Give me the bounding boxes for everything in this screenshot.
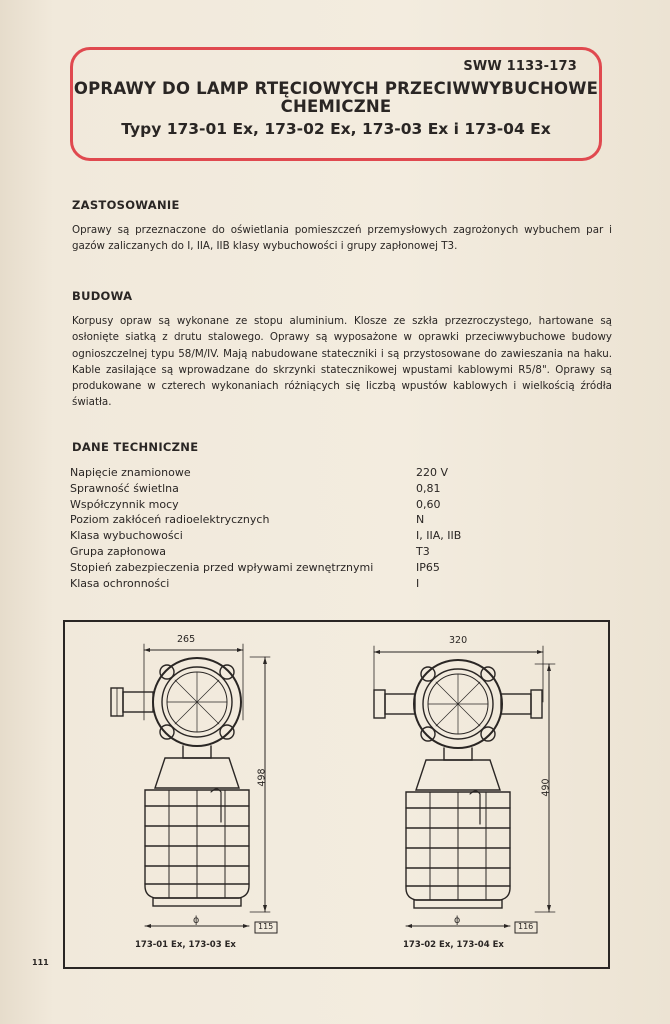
fixture-left-drawing (111, 644, 277, 933)
section-heading-budowa: BUDOWA (72, 289, 133, 303)
spec-row (70, 561, 490, 577)
paragraph-budowa: Korpusy opraw są wykonane ze stopu aluminium. Klosze ze szkła przezroczystego, hartowane są osłonięte siatką z drutu stalowego. Oprawy są wyposażone w oprawki przeciwwybuchowe budowy ognioszczelnej typu 58/M/IV. Mają nabudowane stateczniki i są przystosowane do zawieszania na haku. Kable zasilające są wprowadzane do skrzynki statecznikowej wpustami kablowymi R5/8". Oprawy są produkowane w czterech wykonaniach różniących się liczbą wpustów kablowych i wielkością źródła światła. (72, 315, 612, 409)
caption-left: 173-01 Ex, 173-03 Ex (135, 940, 236, 950)
spec-label: Klasa wybuchowości (70, 529, 183, 543)
spec-label: Sprawność świetlna (70, 481, 179, 495)
spec-row (70, 482, 490, 498)
spec-value: 0,60 (416, 497, 441, 511)
dimension-base-right: 116 (518, 922, 534, 931)
dimension-phi-left: ϕ (193, 915, 200, 926)
spec-label: Współczynnik mocy (70, 497, 179, 511)
spec-value: I, IIA, IIB (416, 529, 462, 543)
spec-value: 220 V (416, 466, 449, 479)
spec-value: I (416, 576, 420, 590)
paragraph-zastosowanie: Oprawy są przeznaczone do oświetlania pomieszczeń przemysłowych zagrożonych wybuchem par i gazów zaliczanych do I, IIA, IIB klasy wybuchowości i grupy zapłonowej T3. (72, 224, 612, 253)
spec-value: 0,81 (416, 481, 441, 495)
dimension-height-right: 490 (540, 778, 552, 797)
technical-drawing-frame (63, 620, 610, 969)
spec-value: IP65 (416, 560, 440, 574)
spec-row (70, 577, 490, 593)
spec-label: Poziom zakłóceń radioelektrycznych (70, 513, 270, 527)
document-subtitle: Typy 173-01 Ex, 173-02 Ex, 173-03 Ex i 173-04 Ex (121, 120, 551, 138)
dimension-height-left: 498 (256, 768, 268, 787)
spec-label: Stopień zabezpieczenia przed wpływami zewnętrznymi (70, 560, 374, 574)
spec-label: Grupa zapłonowa (70, 544, 167, 558)
spec-row (70, 545, 490, 561)
dimension-width-left: 265 (177, 634, 196, 645)
spec-row (70, 466, 490, 482)
section-heading-dane: DANE TECHNICZNE (72, 440, 199, 454)
dimension-phi-right: ϕ (454, 915, 461, 926)
header-frame (70, 47, 602, 161)
spec-row (70, 513, 490, 529)
spec-label: Napięcie znamionowe (70, 466, 191, 479)
spec-value: N (416, 513, 425, 527)
dimension-width-right: 320 (449, 635, 468, 646)
document-title: OPRAWY DO LAMP RTĘCIOWYCH PRZECIWWYBUCHOWE CHEMICZNE (73, 79, 599, 116)
spec-value: T3 (416, 544, 430, 558)
spec-label: Klasa ochronności (70, 576, 170, 590)
spec-list (70, 466, 490, 592)
section-heading-zastosowanie: ZASTOSOWANIE (72, 198, 180, 212)
dimension-base-left: 115 (258, 922, 274, 931)
page-number: 111 (32, 958, 49, 967)
spec-row (70, 529, 490, 545)
spec-row (70, 498, 490, 514)
technical-drawing (65, 622, 608, 967)
fixture-right-drawing (374, 646, 555, 933)
caption-right: 173-02 Ex, 173-04 Ex (403, 940, 504, 950)
standard-code: SWW 1133-173 (463, 59, 577, 74)
